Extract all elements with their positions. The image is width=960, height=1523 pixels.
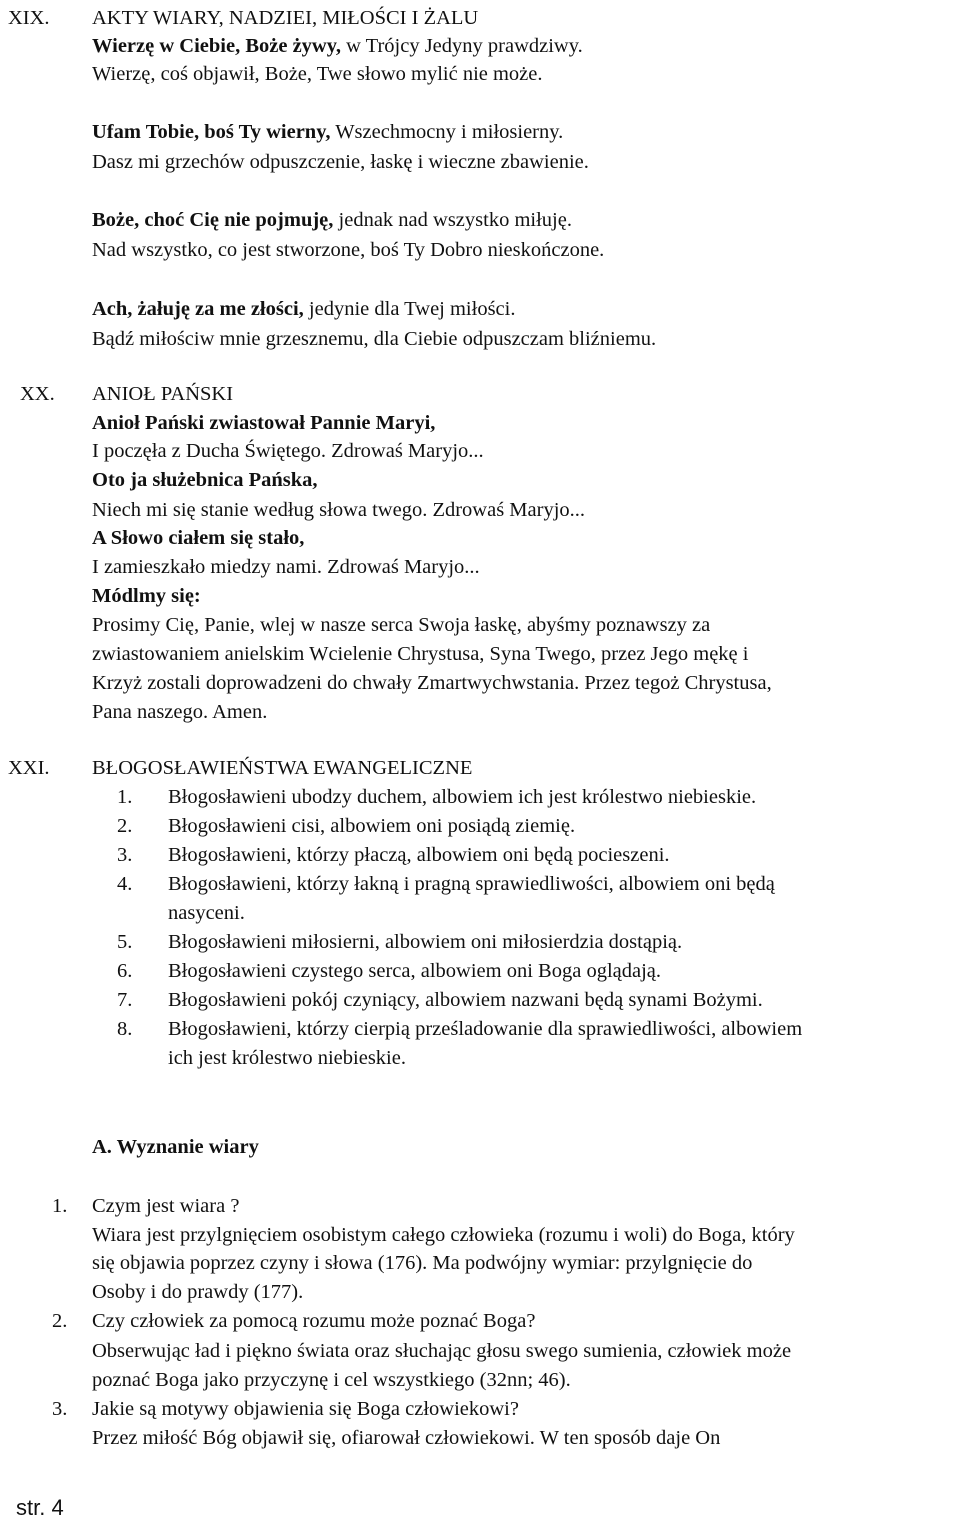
list-item-continued: ich jest królestwo niebieskie.	[168, 1047, 406, 1069]
bold-text: Ufam Tobie, boś Ty wierny,	[92, 121, 331, 143]
section-title: AKTY WIARY, NADZIEI, MIŁOŚCI I ŻALU	[92, 7, 479, 29]
list-number: 7.	[117, 989, 133, 1011]
prayer-line: I zamieszkało miedzy nami. Zdrowaś Maryjo...	[92, 556, 480, 578]
prayer-line: Dasz mi grzechów odpuszczenie, łaskę i wieczne zbawienie.	[92, 151, 589, 173]
prayer-line: Oto ja służebnica Pańska,	[92, 469, 318, 491]
list-item: Błogosławieni czystego serca, albowiem oni Boga oglądają.	[168, 960, 662, 982]
section-title: BŁOGOSŁAWIEŃSTWA EWANGELICZNE	[92, 757, 473, 779]
list-number: 6.	[117, 960, 133, 982]
prayer-line: Pana naszego. Amen.	[92, 701, 268, 723]
list-number: 8.	[117, 1018, 133, 1040]
prayer-line: Niech mi się stanie według słowa twego. Zdrowaś Maryjo...	[92, 499, 586, 521]
subsection-title: A. Wyznanie wiary	[92, 1136, 259, 1158]
question-number: 1.	[52, 1195, 68, 1217]
list-item: Błogosławieni cisi, albowiem oni posiądą ziemię.	[168, 815, 576, 837]
list-number: 1.	[117, 786, 133, 808]
prayer-line	[92, 32, 583, 60]
list-item: Błogosławieni miłosierni, albowiem oni miłosierdzia dostąpią.	[168, 931, 683, 953]
prayer-line: Bądź miłościw mnie grzesznemu, dla Ciebie odpuszczam bliźniemu.	[92, 328, 657, 350]
prayer-line: Nad wszystko, co jest stworzone, boś Ty Dobro nieskończone.	[92, 239, 605, 261]
prayer-line: Krzyż zostali doprowadzeni do chwały Zmartwychwstania. Przez tegoż Chrystusa,	[92, 672, 772, 694]
prayer-line: Prosimy Cię, Panie, wlej w nasze serca Swoja łaskę, abyśmy poznawszy za	[92, 614, 711, 636]
list-number: 5.	[117, 931, 133, 953]
prayer-line: zwiastowaniem anielskim Wcielenie Chrystusa, Syna Twego, przez Jego mękę i	[92, 643, 749, 665]
question: Jakie są motywy objawienia się Boga człowiekowi?	[92, 1398, 519, 1420]
list-number: 2.	[117, 815, 133, 837]
answer-line: Wiara jest przylgnięciem osobistym całego człowieka (rozumu i woli) do Boga, który	[92, 1224, 795, 1246]
list-item: Błogosławieni pokój czyniący, albowiem nazwani będą synami Bożymi.	[168, 989, 763, 1011]
list-item: Błogosławieni, którzy płaczą, albowiem oni będą pocieszeni.	[168, 844, 670, 866]
answer-line: poznać Boga jako przyczynę i cel wszystkiego (32nn; 46).	[92, 1369, 571, 1391]
bold-text: Ach, żałuję za me złości,	[92, 298, 304, 320]
section-number: XXI.	[8, 757, 50, 779]
section-title: ANIOŁ PAŃSKI	[92, 383, 234, 405]
question: Czy człowiek za pomocą rozumu może poznać Boga?	[92, 1310, 536, 1332]
answer-line: Przez miłość Bóg objawił się, ofiarował człowiekowi. W ten sposób daje On	[92, 1427, 721, 1449]
list-item: Błogosławieni, którzy cierpią prześladowanie dla sprawiedliwości, albowiem	[168, 1018, 803, 1040]
list-item: Błogosławieni, którzy łakną i pragną sprawiedliwości, albowiem oni będą	[168, 873, 775, 895]
prayer-line: Anioł Pański zwiastował Pannie Maryi,	[92, 412, 436, 434]
prayer-line: Wierzę, coś objawił, Boże, Twe słowo mylić nie może.	[92, 63, 543, 85]
page-number: str. 4	[16, 1495, 64, 1520]
prayer-heading: Módlmy się:	[92, 585, 201, 607]
question-number: 2.	[52, 1310, 68, 1332]
prayer-line: A Słowo ciałem się stało,	[92, 527, 305, 549]
answer-line: się objawia poprzez czyny i słowa (176). Ma podwójny wymiar: przylgnięcie do	[92, 1252, 753, 1274]
answer-line: Obserwując ład i piękno świata oraz słuchając głosu swego sumienia, człowiek może	[92, 1340, 792, 1362]
regular-text: w Trójcy Jedyny prawdziwy.	[340, 35, 583, 57]
bold-text: Boże, choć Cię nie pojmuję,	[92, 209, 334, 231]
section-number: XX.	[20, 383, 55, 405]
question: Czym jest wiara ?	[92, 1195, 240, 1217]
prayer-line	[92, 118, 563, 146]
list-number: 4.	[117, 873, 133, 895]
question-number: 3.	[52, 1398, 68, 1420]
section-number: XIX.	[8, 7, 50, 29]
list-number: 3.	[117, 844, 133, 866]
list-item-continued: nasyceni.	[168, 902, 245, 924]
prayer-line	[92, 295, 515, 323]
answer-line: Osoby i do prawdy (177).	[92, 1281, 304, 1303]
prayer-line: I poczęła z Ducha Świętego. Zdrowaś Maryjo...	[92, 440, 484, 462]
bold-text: Wierzę w Ciebie, Boże żywy,	[92, 35, 341, 57]
regular-text: jednak nad wszystko miłuję.	[333, 209, 572, 231]
regular-text: Wszechmocny i miłosierny.	[330, 121, 564, 143]
prayer-line	[92, 206, 572, 234]
list-item: Błogosławieni ubodzy duchem, albowiem ich jest królestwo niebieskie.	[168, 786, 757, 808]
regular-text: jedynie dla Twej miłości.	[303, 298, 516, 320]
